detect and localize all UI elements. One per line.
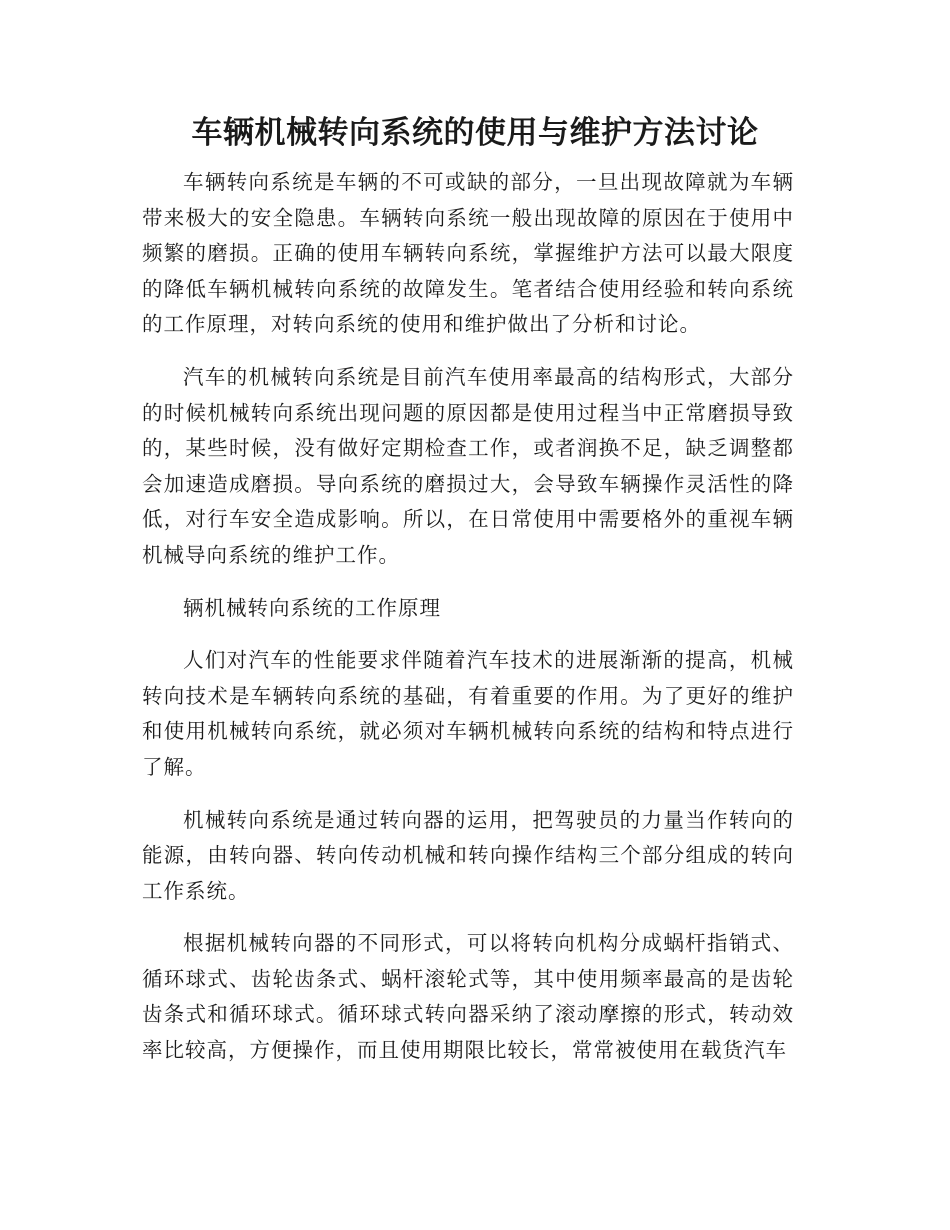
document-body (142, 165, 794, 1086)
paragraph-composition: 机械转向系统是通过转向器的运用，把驾驶员的力量当作转向的能源，由转向器、转向传动机械和转向操作结构三个部分组成的转向工作系统。 (142, 807, 794, 903)
document-title: 车辆机械转向系统的使用与维护方法讨论 (191, 115, 759, 151)
paragraph-wear: 汽车的机械转向系统是目前汽车使用率最高的结构形式，大部分的时候机械转向系统出现问题的原因都是使用过程当中正常磨损导致的，某些时候，没有做好定期检查工作，或者润换不足，缺乏调整都会加速造成磨损。导向系统的磨损过大，会导致车辆操作灵活性的降低，对行车安全造成影响。所以，在日常使用中需要格外的重视车辆机械导向系统的维护工作。 (142, 364, 794, 567)
paragraph-intro: 车辆转向系统是车辆的不可或缺的部分，一旦出现故障就为车辆带来极大的安全隐患。车辆转向系统一般出现故障的原因在于使用中频繁的磨损。正确的使用车辆转向系统，掌握维护方法可以最大限度的降低车辆机械转向系统的故障发生。笔者结合使用经验和转向系统的工作原理，对转向系统的使用和维护做出了分析和讨论。 (142, 170, 794, 337)
paragraph-types: 根据机械转向器的不同形式，可以将转向机构分成蜗杆指销式、循环球式、齿轮齿条式、蜗杆滚轮式等，其中使用频率最高的是齿轮齿条式和循环球式。循环球式转向器采纳了滚动摩擦的形式，转动效率比较高，方便操作，而且使用期限比较长，常常被使用在载货汽车 (142, 931, 794, 1063)
paragraph-performance: 人们对汽车的性能要求伴随着汽车技术的进展渐渐的提高，机械转向技术是车辆转向系统的基础，有着重要的作用。为了更好的维护和使用机械转向系统，就必须对车辆机械转向系统的结构和特点进行了解。 (142, 648, 794, 779)
section-heading-working-principle: 辆机械转向系统的工作原理 (183, 595, 441, 620)
